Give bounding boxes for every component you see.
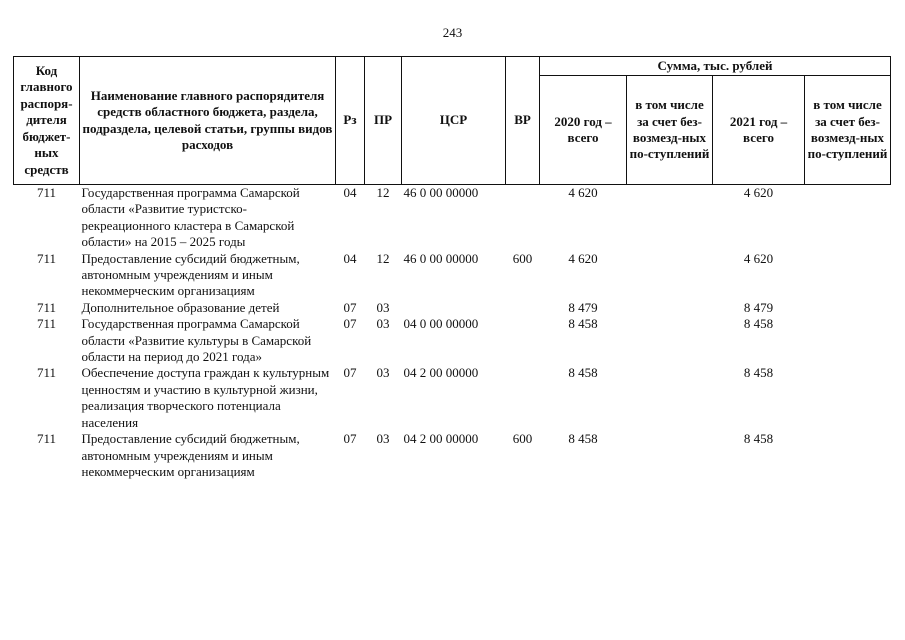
cell-2021-grant (805, 251, 891, 300)
cell-code: 711 (36, 365, 57, 381)
cell-code: 711 (36, 185, 57, 200)
cell-2021-grant (805, 185, 891, 251)
header-2020-grant: в том числе за счет без-возмезд-ных по-ступлений (627, 76, 713, 185)
cell-name: Государственная программа Самарской области «Развитие туристско-рекреационного кластера в Самарской области» на 2015 – 2025 годы (81, 185, 300, 250)
cell-name: Предоставление субсидий бюджетным, автономным учреждениям и иным некоммерческим организациям (81, 431, 300, 479)
cell-vr: 600 (512, 250, 533, 266)
table-row (14, 251, 891, 300)
cell-vr (506, 316, 540, 365)
cell-2020-grant (627, 300, 713, 316)
cell-name: Дополнительное образование детей (81, 299, 280, 315)
cell-pr: 12 (376, 185, 390, 200)
cell-2020-grant (627, 316, 713, 365)
cell-csr (402, 300, 506, 316)
cell-2020-total: 4 620 (568, 250, 598, 266)
cell-code: 711 (36, 316, 57, 332)
cell-2020-total: 8 458 (568, 431, 598, 447)
table-header (14, 57, 891, 185)
cell-2021-grant (805, 300, 891, 316)
cell-2020-grant (627, 431, 713, 480)
header-2021-grant: в том числе за счет без-возмезд-ных по-ступлений (805, 76, 891, 185)
cell-2020-total: 8 458 (568, 316, 598, 332)
cell-code: 711 (36, 431, 57, 447)
cell-csr: 04 2 00 00000 (403, 431, 479, 447)
cell-rz: 04 (343, 185, 357, 200)
cell-rz: 04 (343, 250, 357, 266)
cell-pr: 03 (376, 316, 390, 332)
budget-table (13, 56, 891, 480)
header-csr: ЦСР (402, 57, 506, 185)
cell-2021-grant (805, 316, 891, 365)
cell-2021-total: 8 458 (743, 431, 774, 447)
header-2021-total: 2021 год – всего (713, 76, 805, 185)
cell-code: 711 (36, 299, 57, 315)
header-sum-group: Сумма, тыс. рублей (540, 57, 891, 76)
table-row (14, 365, 891, 431)
cell-2021-total: 8 479 (743, 299, 774, 315)
cell-2021-grant (805, 431, 891, 480)
cell-2020-grant (627, 251, 713, 300)
table-row (14, 185, 891, 251)
cell-csr: 04 0 00 00000 (403, 316, 479, 332)
cell-name: Государственная программа Самарской области «Развитие культуры в Самарской области на период до 2021 года» (81, 316, 312, 365)
cell-vr: 600 (512, 431, 533, 447)
cell-2021-total: 4 620 (743, 185, 774, 200)
cell-rz: 07 (343, 431, 357, 447)
cell-name: Предоставление субсидий бюджетным, автономным учреждениям и иным некоммерческим организациям (81, 250, 300, 299)
cell-pr: 03 (376, 299, 390, 315)
cell-rz: 07 (343, 365, 357, 381)
cell-csr: 04 2 00 00000 (403, 365, 479, 381)
cell-2020-grant (627, 185, 713, 251)
cell-2020-grant (627, 365, 713, 431)
header-code: Код главного распоря-дителя бюджет-ных средств (14, 57, 80, 185)
cell-csr: 46 0 00 00000 (403, 185, 479, 200)
table-row (14, 300, 891, 316)
cell-name: Обеспечение доступа граждан к культурным ценностям и участию в культурной жизни, реализация творческого потенциала населения (81, 365, 330, 430)
cell-vr (506, 185, 540, 251)
cell-vr (506, 365, 540, 431)
cell-2021-total: 8 458 (743, 316, 774, 332)
cell-pr: 03 (376, 431, 390, 447)
header-name: Наименование главного распорядителя средств областного бюджета, раздела, подраздела, целевой статьи, группы видов расходов (80, 57, 336, 185)
page-number: 243 (442, 25, 463, 40)
table-body (14, 185, 891, 481)
cell-csr: 46 0 00 00000 (403, 250, 479, 266)
cell-2021-total: 8 458 (743, 365, 774, 381)
header-pr: ПР (365, 57, 402, 185)
cell-2021-total: 4 620 (743, 250, 774, 266)
header-vr: ВР (506, 57, 540, 185)
header-2020-total: 2020 год – всего (540, 76, 627, 185)
table-row (14, 431, 891, 480)
table-row (14, 316, 891, 365)
cell-pr: 03 (376, 365, 390, 381)
header-rz: Рз (336, 57, 365, 185)
cell-2020-total: 8 458 (568, 365, 598, 381)
cell-2020-total: 8 479 (568, 299, 598, 315)
cell-2020-total: 4 620 (568, 185, 598, 200)
cell-pr: 12 (376, 250, 390, 266)
cell-2021-grant (805, 365, 891, 431)
cell-rz: 07 (343, 299, 357, 315)
cell-code: 711 (36, 250, 57, 266)
cell-rz: 07 (343, 316, 357, 332)
cell-vr (506, 300, 540, 316)
